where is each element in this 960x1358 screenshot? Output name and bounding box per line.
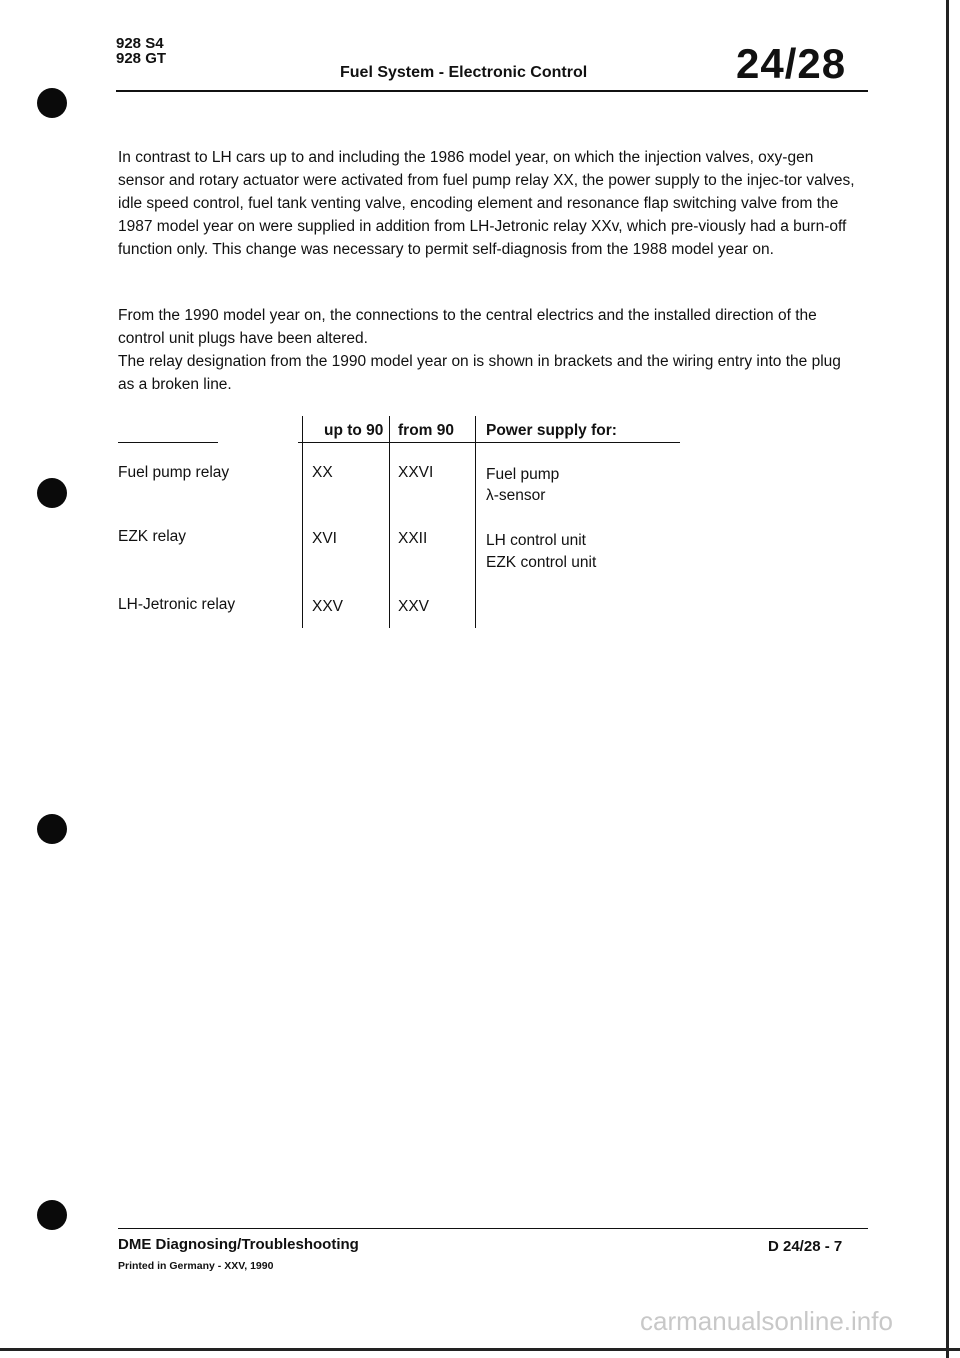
binder-hole	[37, 88, 67, 118]
header-rule	[116, 90, 868, 92]
column-divider	[475, 416, 476, 628]
supply-item: Fuel pump	[486, 466, 560, 483]
relay-name: Fuel pump relay	[118, 464, 230, 481]
footer-rule	[118, 1228, 868, 1229]
supply-item: LH control unit	[486, 532, 586, 549]
header-from-90: from 90	[398, 422, 454, 439]
relay-code-up-to-90: XXV	[312, 598, 344, 615]
relay-code-from-90: XXII	[398, 530, 428, 547]
section-title: Fuel System - Electronic Control	[340, 64, 588, 81]
relay-name: EZK relay	[118, 528, 187, 545]
relay-table	[118, 416, 680, 628]
watermark: carmanualsonline.info	[640, 1306, 893, 1336]
relay-name: LH-Jetronic relay	[118, 596, 236, 613]
relay-code-up-to-90: XVI	[312, 530, 337, 547]
relay-code-from-90: XXVI	[398, 464, 434, 481]
model-line-2: 928 GT	[116, 50, 167, 67]
page-group-number: 24/28	[736, 40, 847, 87]
binder-hole	[37, 478, 67, 508]
page-code: D 24/28 - 7	[768, 1238, 843, 1255]
supply-item: EZK control unit	[486, 554, 597, 571]
relay-code-from-90: XXV	[398, 598, 430, 615]
paragraph-1: In contrast to LH cars up to and including the 1986 model year, on which the injection valves, oxy-gen sensor and rotary actuator were activated from fuel pump relay XX, the power supply to the injec-tor valves, idle speed control, fuel tank venting valve, encoding element and resonance flap switching valve from the 1987 model year on were supplied in addition from LH-Jetronic relay XXv, which pre-viously had a burn-off function only. This change was necessary to permit self-diagnosis from the 1988 model year on.	[118, 149, 855, 258]
print-info: Printed in Germany - XXV, 1990	[118, 1260, 274, 1272]
binder-hole	[37, 814, 67, 844]
paragraph-2: From the 1990 model year on, the connections to the central electrics and the installed direction of the control unit plugs have been altered.	[118, 307, 817, 347]
scan-border-bottom	[0, 1348, 960, 1351]
header-up-to-90: up to 90	[324, 422, 384, 439]
column-divider	[389, 416, 390, 628]
supply-item: λ-sensor	[486, 487, 546, 504]
model-line-1: 928 S4	[116, 35, 164, 52]
scan-border-right	[946, 0, 949, 1358]
header-power-supply: Power supply for:	[486, 422, 617, 439]
paragraph-3: The relay designation from the 1990 model year on is shown in brackets and the wiring entry into the plug as a broken line.	[118, 353, 841, 393]
relay-code-up-to-90: XX	[312, 464, 333, 481]
header-underline	[298, 442, 680, 443]
footer-title: DME Diagnosing/Troubleshooting	[118, 1236, 359, 1253]
model-designation	[116, 36, 166, 66]
binder-hole	[37, 1200, 67, 1230]
column-divider	[302, 416, 303, 628]
header-underline	[118, 442, 218, 443]
